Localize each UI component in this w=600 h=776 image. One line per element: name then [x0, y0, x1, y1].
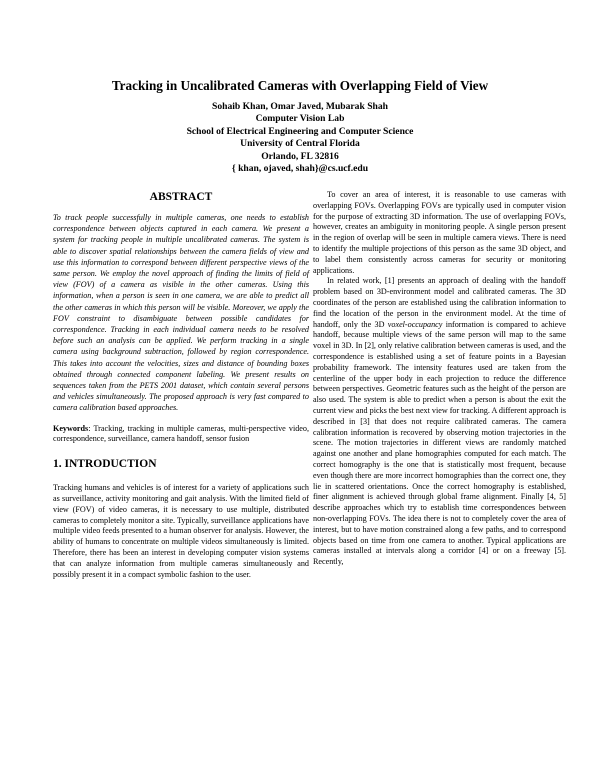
introduction-text: Tracking humans and vehicles is of interest for a variety of applications such as surveillance, activity monitoring and gait analysis. With the limited field of view (FOV) of video cameras, it is necessary to use multiple, distributed cameras to completely monitor a site. Typically, surveillance applications have multiple video feeds presented to a human observer for analysis. However, the ability of humans to concentrate on multiple videos simultaneously is limited. Therefore, there has been an interest in developing computer vision systems that can analyze information from multiple cameras simultaneously and possibly present it in a compact symbolic fashion to the user. [53, 483, 309, 579]
author-names: Sohaib Khan, Omar Javed, Mubarak Shah [211, 101, 389, 112]
paper-title: Tracking in Uncalibrated Cameras with Overlapping Field of View [111, 78, 489, 93]
right-paragraph-2-start: In related work, [1] presents an approach of dealing with the handoff problem based on 3D-environment model and calibrated cameras. The 3D coordinates of the person are established using the calibration information to find the location of the person in the environment model. At the time of handoff, only the 3D [313, 276, 566, 329]
abstract-text: To track people successfully in multiple cameras, one needs to establish correspondence between objects captured in each camera. We present a system for tracking people in multiple uncalibrated cameras. The system is able to discover spatial relationships between the camera fields of view and use this information to correspond between different perspective views of the same person. We employ the novel approach of finding the limits of field of view (FOV) of a camera as visible in the other cameras. Using this information, when a person is seen in one camera, we are able to predict all the other cameras in which this person will be visible. Moreover, we apply the FOV constraint to disambiguate between possible candidates for correspondence. Tracking in each individual camera needs to be resolved before such an analysis can be applied. We perform tracking in a single camera using background subtraction, followed by region correspondence. This takes into account the velocities, sizes and distance of bounding boxes obtained through connected component labeling. We present results on sequences taken from the PETS 2001 dataset, which contain several persons and vehicles simultaneously. The proposed approach is very fast compared to camera calibration based approaches. [53, 213, 309, 413]
section-heading-introduction [53, 457, 309, 483]
right-column [313, 190, 566, 568]
abstract-heading: ABSTRACT [149, 191, 213, 203]
city-line: Orlando, FL 32816 [261, 150, 339, 162]
right-paragraph-1: To cover an area of interest, it is reasonable to use cameras with overlapping FOVs. Overlapping FOVs are typically used in computer vision for the purpose of extracting 3D information. The use of overlapping FOVs, however, creates an ambiguity in monitoring people. A single person present in the region of overlap will be seen in multiple camera views. There is need to identify the multiple projections of this person as the same 3D object, and to label them consistently across cameras for security or monitoring applications. [313, 190, 566, 275]
school-name: School of Electrical Engineering and Computer Science [186, 125, 414, 137]
keywords-paragraph [53, 424, 309, 446]
voxel-occupancy-term: voxel-occupancy [387, 319, 443, 329]
email-line: { khan, ojaved, shah}@cs.ucf.edu [231, 163, 369, 175]
keywords-label: Keywords [53, 423, 89, 433]
right-paragraph-2-end: information is compared to achieve handoff, because multiple views of the same person will map to the same voxel in 3D. In [2], only relative calibration between cameras is used, and the correspondence is established using a set of feature points in a Bayesian probability framework. The intensity features used are taken from the centerline of the upper body in each projection to reduce the difference between perspectives. Geometric features such as the height of the person are also used. The system is able to predict when a person is about the exit the current view and picks the best next view for tracking. A different approach is described in [3] that does not require calibrated cameras. The camera calibration information is recovered by observing motion trajectories in the scene. The motion trajectories in different views are randomly matched against one another and plane homographies computed for each match. The correct homography is the one that is statistically most frequent, because even though there are more incorrect homographies than the correct one, they lie in scattered orientations. Once the correct homography is established, finer alignment is achieved through global frame alignment. Finally [4, 5] describe approaches which try to establish time correspondences between non-overlapping FOVs. The idea there is not to completely cover the area of interest, but to have motion constrained along a few paths, and to correspond objects based on time from one camera to another. Typical applications are cameras installed at intervals along a corridor [4] or on a freeway [5]. Recently, [313, 319, 566, 567]
introduction-heading: 1. INTRODUCTION [53, 458, 157, 471]
university-name: University of Central Florida [240, 138, 360, 150]
left-column [53, 190, 309, 580]
right-paragraph-2 [313, 276, 566, 568]
keywords-text: : Tracking, tracking in multiple cameras, multi-perspective video, correspondence, surveillance, camera handoff, sensor fusion [53, 423, 309, 444]
author-block [0, 101, 600, 175]
lab-name: Computer Vision Lab [255, 113, 345, 125]
